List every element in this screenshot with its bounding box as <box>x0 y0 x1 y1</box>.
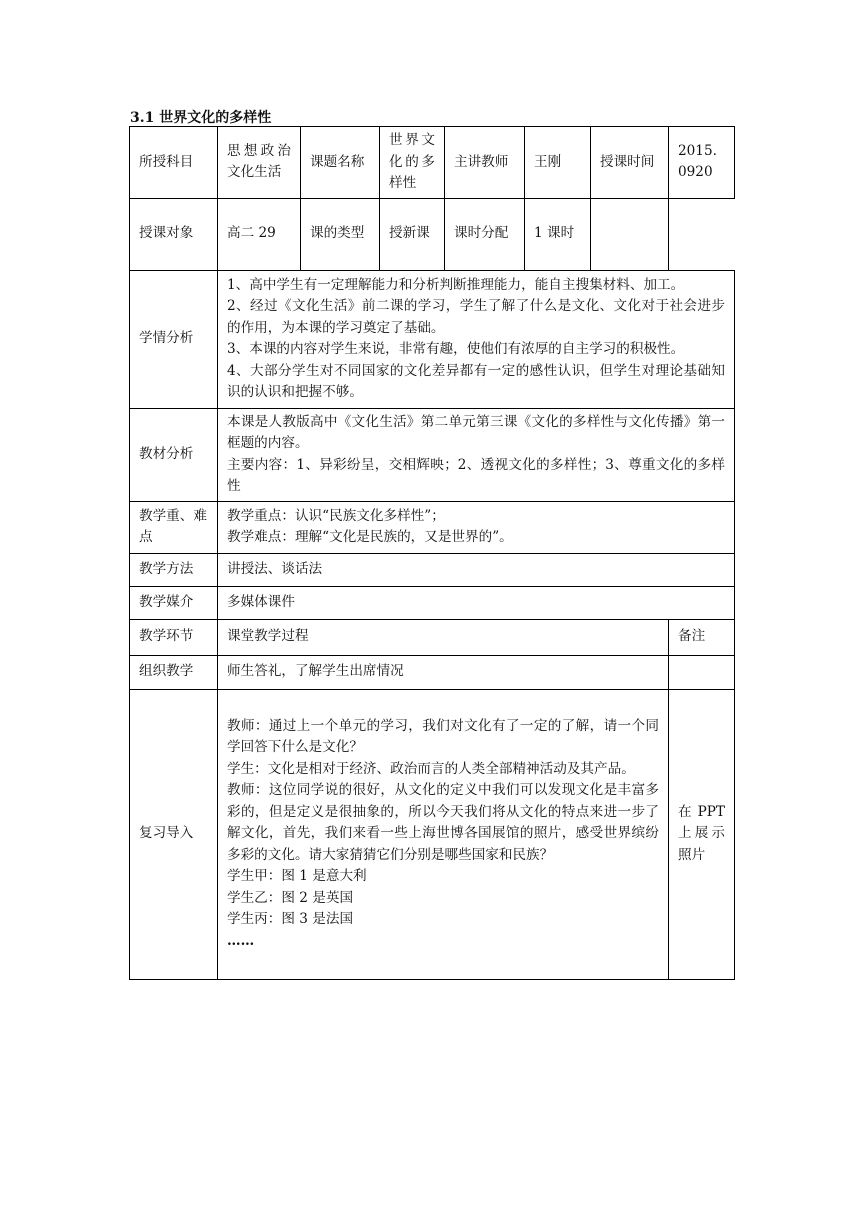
table-row <box>130 501 735 553</box>
review-content <box>218 689 669 979</box>
method-label: 教学方法 <box>130 553 218 586</box>
type-value: 授新课 <box>380 198 445 270</box>
hours-label: 课时分配 <box>445 198 525 270</box>
target-label: 授课对象 <box>130 198 218 270</box>
difficult-point-item: 教学难点：理解“文化是民族的，又是世界的”。 <box>227 529 513 545</box>
review-line: 教师：通过上一个单元的学习，我们对文化有了一定的了解，请一个同学回答下什么是文化？ <box>227 717 659 756</box>
table-row <box>130 270 735 408</box>
time-label: 授课时间 <box>591 127 669 199</box>
learner-analysis-label: 学情分析 <box>130 270 218 408</box>
topic-value: 世界文化的多样性 <box>380 127 445 199</box>
learner-analysis-item: 3、本课的内容对学生来说，非常有趣，使他们有浓厚的自主学习的积极性。 <box>227 341 685 357</box>
teacher-value: 王刚 <box>525 127 591 199</box>
table-row <box>130 689 735 979</box>
table-row <box>130 619 735 655</box>
topic-label: 课题名称 <box>301 127 380 199</box>
table-row <box>130 655 735 689</box>
material-analysis-item: 主要内容：1、异彩纷呈，交相辉映；2、透视文化的多样性；3、尊重文化的多样性 <box>227 456 725 494</box>
subject-value: 思想政治文化生活 <box>218 127 301 199</box>
material-analysis-label: 教材分析 <box>130 408 218 501</box>
review-line: 学生乙：图 2 是英国 <box>227 889 354 906</box>
key-points-content <box>218 501 735 553</box>
learner-analysis-item: 4、大部分学生对不同国家的文化差异都有一定的感性认识，但学生对理论基础知识的认识和把握不够。 <box>227 362 725 400</box>
time-value: 2015.0920 <box>669 127 735 199</box>
empty-cell <box>669 198 735 270</box>
type-label: 课的类型 <box>301 198 380 270</box>
review-line: 学生丙：图 3 是法国 <box>227 911 354 928</box>
method-value: 讲授法、谈话法 <box>218 553 735 586</box>
lesson-plan-table <box>129 126 735 980</box>
review-line: …… <box>227 932 255 949</box>
organize-value: 师生答礼，了解学生出席情况 <box>218 655 669 689</box>
key-point-item: 教学重点：认识“民族文化多样性”； <box>227 507 445 524</box>
empty-cell <box>591 198 669 270</box>
review-label: 复习导入 <box>130 689 218 979</box>
media-label: 教学媒介 <box>130 586 218 619</box>
target-value: 高二 29 <box>218 198 301 270</box>
organize-label: 组织教学 <box>130 655 218 689</box>
table-row <box>130 586 735 619</box>
teacher-label: 主讲教师 <box>445 127 525 199</box>
notes-header: 备注 <box>669 619 735 655</box>
review-line: 教师：这位同学说的很好，从文化的定义中我们可以发现文化是丰富多彩的，但是定义是很抽象的，所以今天我们将从文化的特点来进一步了解文化，首先，我们来看一些上海世博各国展馆的照片，感受世界缤纷多彩的文化。请大家猜猜它们分别是哪些国家和民族？ <box>227 782 659 863</box>
key-points-label: 教学重、难点 <box>130 501 218 553</box>
learner-analysis-item: 1、高中学生有一定理解能力和分析判断推理能力，能自主搜集材料、加工。 <box>227 276 685 293</box>
media-value: 多媒体课件 <box>218 586 735 619</box>
material-analysis-content <box>218 408 735 501</box>
table-row <box>130 408 735 501</box>
review-note: 在 PPT 上展示照片 <box>669 689 735 979</box>
subject-label: 所授科目 <box>130 127 218 199</box>
document-title: 3.1 世界文化的多样性 <box>130 110 272 126</box>
hours-value: 1 课时 <box>525 198 591 270</box>
learner-analysis-content <box>218 270 735 408</box>
process-header: 课堂教学过程 <box>218 619 669 655</box>
table-row <box>130 553 735 586</box>
stage-header: 教学环节 <box>130 619 218 655</box>
review-line: 学生：文化是相对于经济、政治而言的人类全部精神活动及其产品。 <box>227 760 635 777</box>
learner-analysis-item: 2、经过《文化生活》前二课的学习，学生了解了什么是文化、文化对于社会进步的作用，为本课的学习奠定了基础。 <box>227 298 725 336</box>
organize-note <box>669 655 735 689</box>
table-row <box>130 127 735 199</box>
material-analysis-item: 本课是人教版高中《文化生活》第二单元第三课《文化的多样性与文化传播》第一框题的内容。 <box>227 413 725 451</box>
review-line: 学生甲：图 1 是意大利 <box>227 868 367 885</box>
table-row <box>130 198 735 270</box>
